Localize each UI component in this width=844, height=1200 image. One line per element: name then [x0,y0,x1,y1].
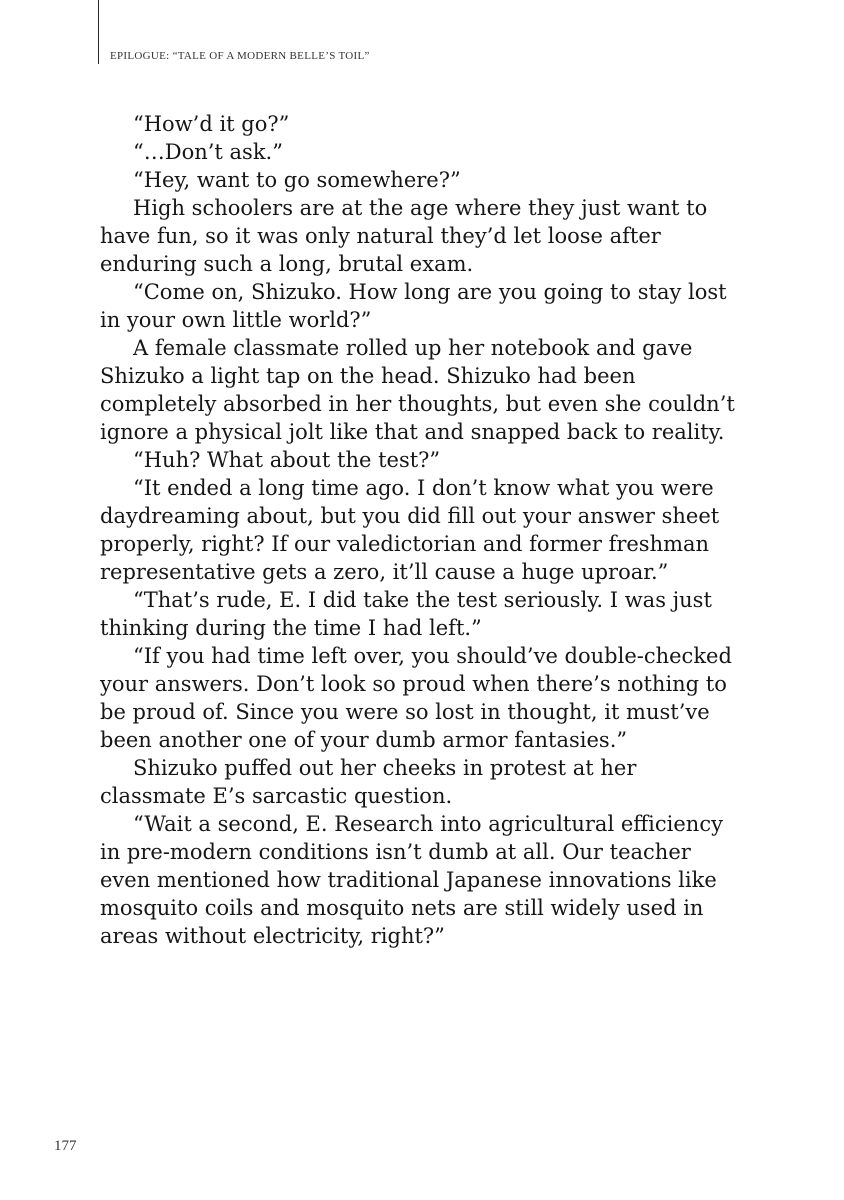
paragraph: “It ended a long time ago. I don’t know what you were daydreaming about, but you did fill out your answer sheet properly, right? If our valedictorian and former freshman representative gets a zero, it’ll cause a huge uproar.” [100,476,720,584]
body-text [100,110,745,950]
paragraph: “How’d it go?” [133,112,290,136]
paragraph: High schoolers are at the age where they just want to have fun, so it was only natural they’d let loose after enduring such a long, brutal exam. [100,196,708,276]
paragraph: “…Don’t ask.” [133,140,283,164]
paragraph: “Wait a second, E. Research into agricultural efficiency in pre-modern conditions isn’t dumb at all. Our teacher even mentioned how traditional Japanese innovations like mosquito coils and mosquito nets are still widely used in areas without electricity, right?” [100,812,723,948]
paragraph: “Hey, want to go somewhere?” [133,168,461,192]
paragraph: “That’s rude, E. I did take the test seriously. I was just thinking during the time I had left.” [100,588,712,640]
paragraph: “Huh? What about the test?” [133,448,441,472]
paragraph: A female classmate rolled up her notebook and gave Shizuko a light tap on the head. Shizuko had been completely absorbed in her thoughts, but even she couldn’t ignore a physical jolt like that and snapped back to reality. [100,336,735,444]
header-rule [98,0,99,64]
paragraph: “If you had time left over, you should’ve double-checked your answers. Don’t look so proud when there’s nothing to be proud of. Since you were so lost in thought, it must’ve been another one of your dumb armor fantasies.” [100,644,732,752]
paragraph: “Come on, Shizuko. How long are you going to stay lost in your own little world?” [100,280,727,332]
page-number: 177 [54,1138,77,1154]
running-head: EPILOGUE: “TALE OF A MODERN BELLE’S TOIL” [110,50,370,62]
paragraph: Shizuko puffed out her cheeks in protest at her classmate E’s sarcastic question. [100,756,637,808]
